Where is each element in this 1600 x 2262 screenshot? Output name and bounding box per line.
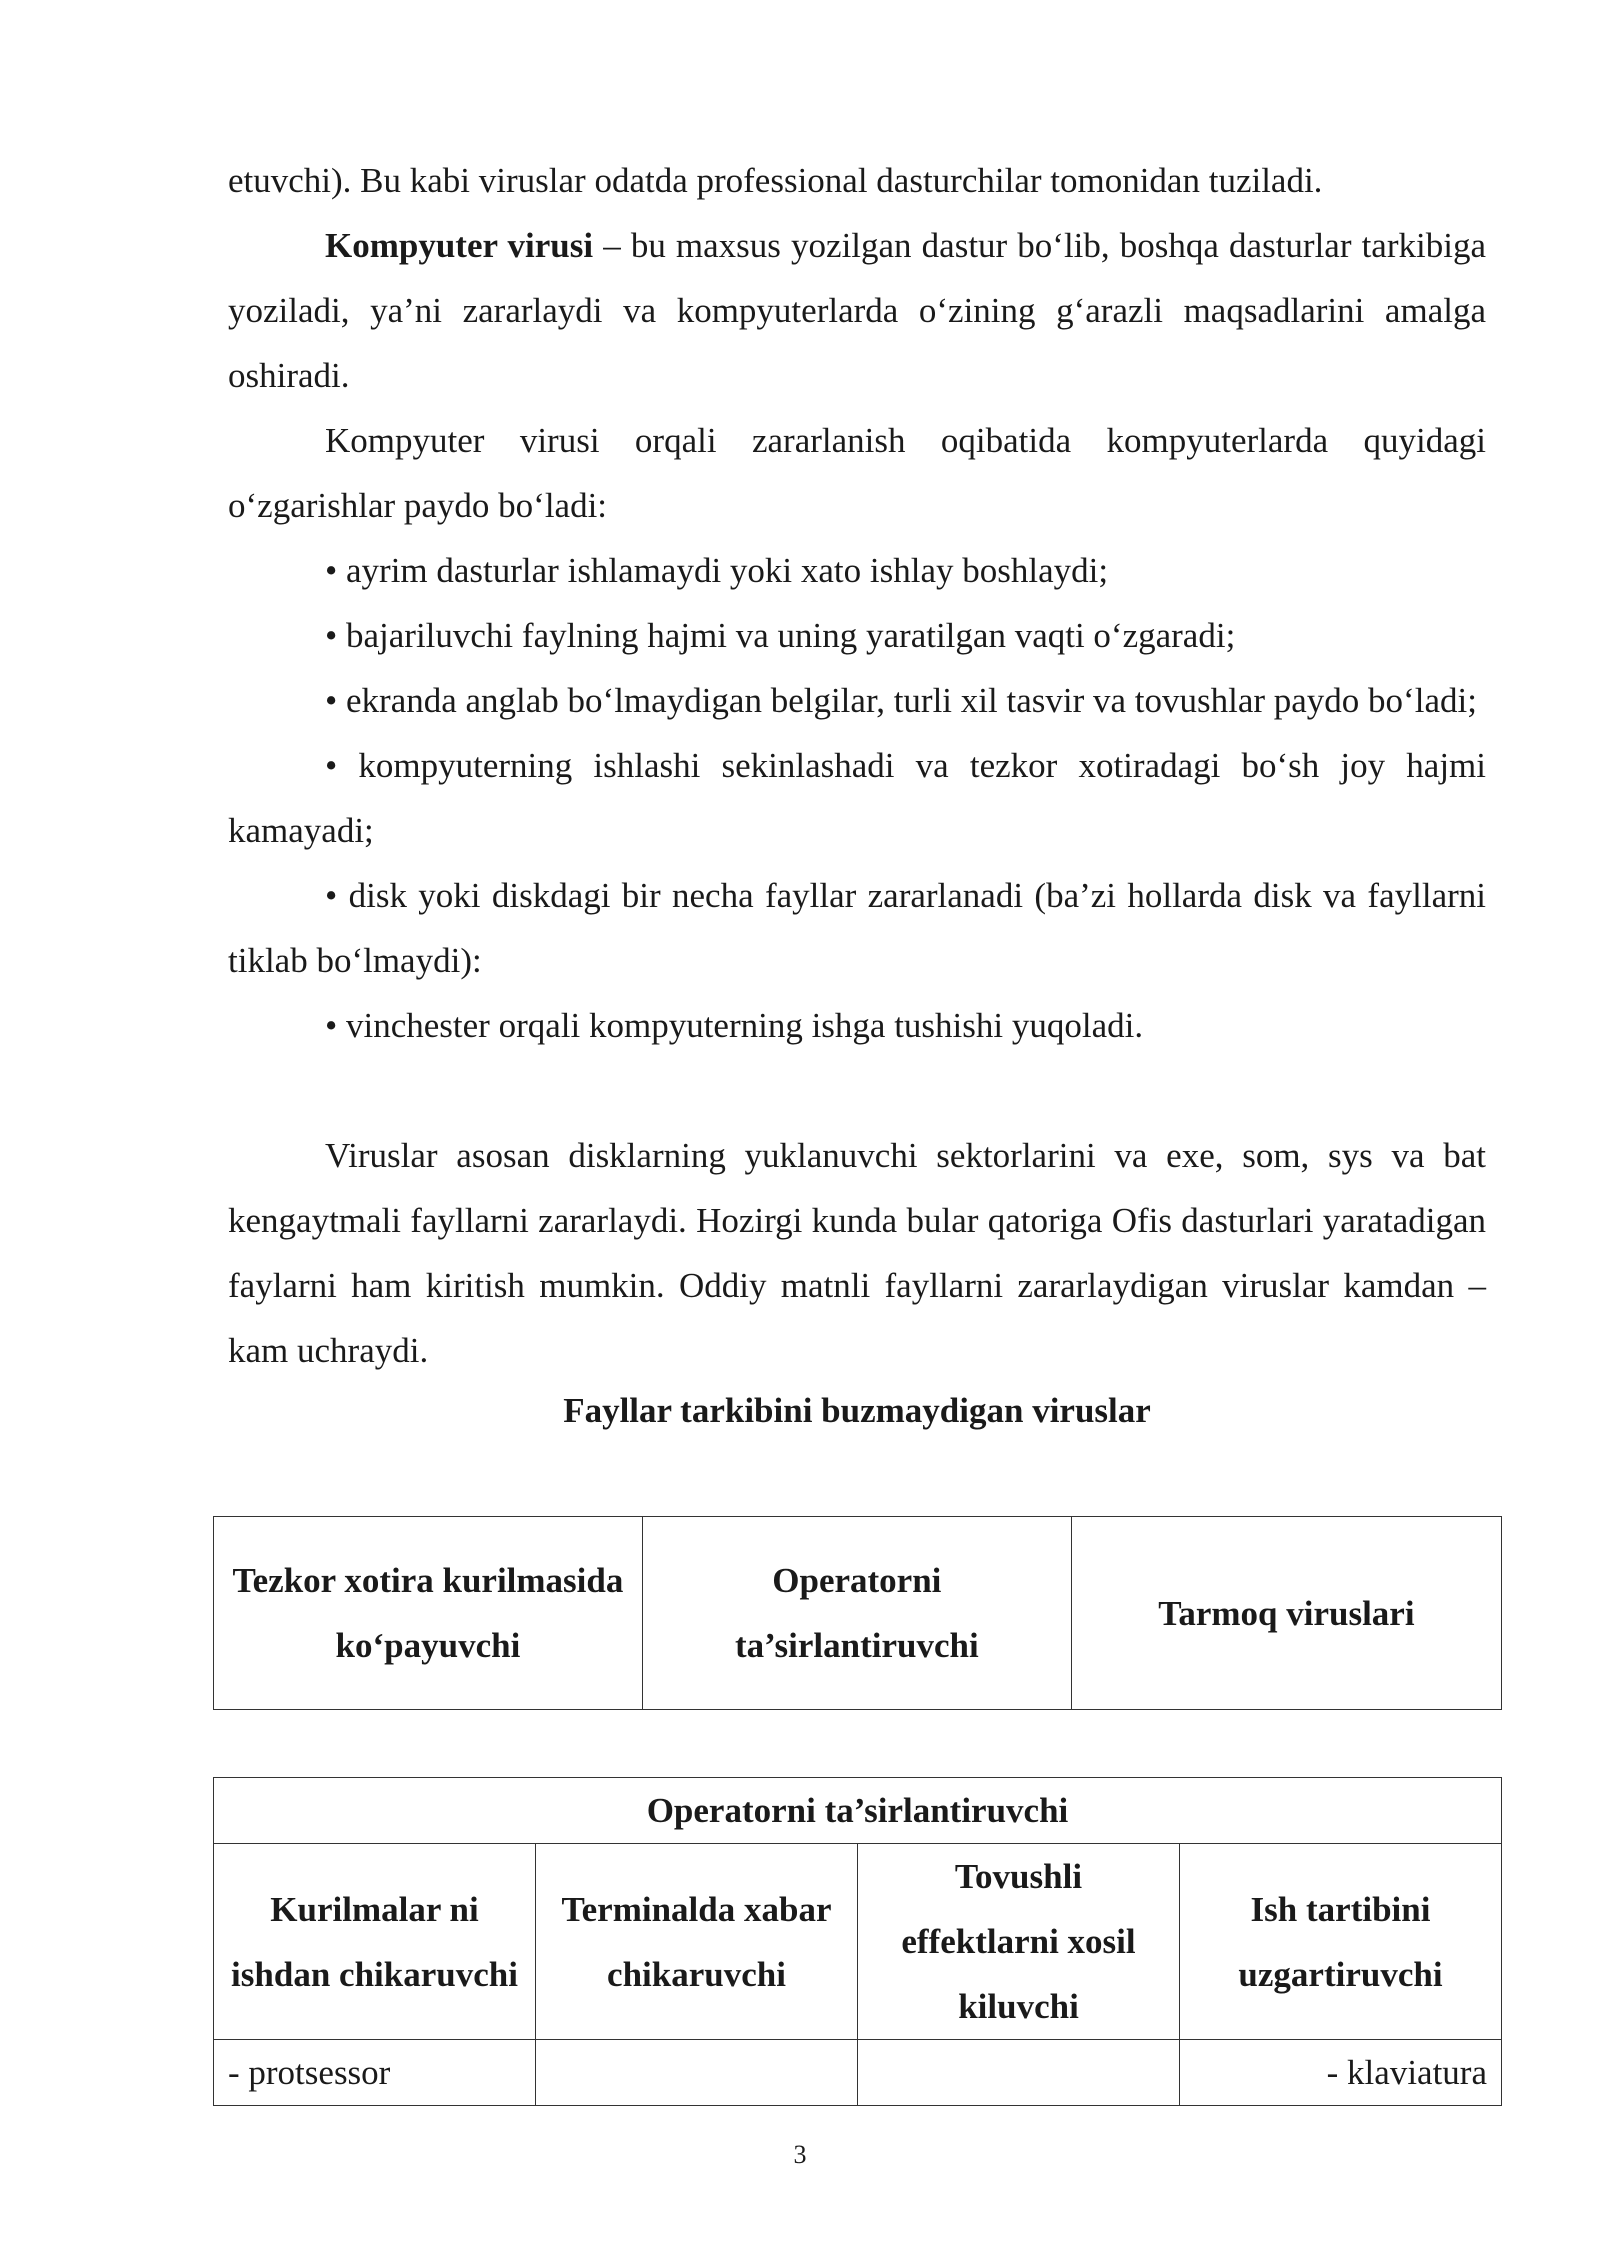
table-cell: Operatorni ta’sirlantiruvchi xyxy=(642,1517,1071,1710)
paragraph-definition xyxy=(228,213,1486,408)
table-cell: Tarmoq viruslari xyxy=(1071,1517,1501,1710)
table-cell: - klaviatura xyxy=(1180,2040,1502,2106)
bullet-item: • disk yoki diskdagi bir necha fayllar zararlanadi (ba’zi hollarda disk va fayllarni tiklab bo‘lmaydi): xyxy=(228,876,1486,980)
bullet-item: • ayrim dasturlar ishlamaydi yoki xato ishlay boshlaydi; xyxy=(325,551,1109,590)
definition-text: – bu maxsus yozilgan dastur bo‘lib, boshqa dasturlar tarkibiga yoziladi, ya’ni zararlaydi va kompyuterlarda o‘zining g‘arazli maqsadlarini amalga oshiradi. xyxy=(228,226,1486,395)
table-caption: Fayllar tarkibini buzmaydigan viruslar xyxy=(563,1391,1151,1430)
paragraph: Viruslar asosan disklarning yuklanuvchi sektorlarini va exe, som, sys va bat kengaytmali fayllarni zararlaydi. Hozirgi kunda bular qatoriga Ofis dasturlari yaratadigan faylarni ham kiritish mumkin. Oddiy matnli fayllarni zararlaydigan viruslar kamdan – kam uchraydi. xyxy=(228,1136,1486,1370)
spacer xyxy=(228,1058,1486,1123)
table-cell xyxy=(536,2040,858,2106)
table-header-cell: Operatorni ta’sirlantiruvchi xyxy=(214,1778,1502,1844)
table-cell: - protsessor xyxy=(214,2040,536,2106)
virus-types-table xyxy=(213,1516,1502,1710)
bullet-item: • kompyuterning ishlashi sekinlashadi va tezkor xotiradagi bo‘sh joy hajmi kamayadi; xyxy=(228,746,1486,850)
table-row xyxy=(214,1517,1502,1710)
term-bold: Kompyuter virusi xyxy=(325,226,594,265)
table-cell xyxy=(858,2040,1180,2106)
page-number: 3 xyxy=(793,2140,807,2169)
operator-viruses-table xyxy=(213,1777,1502,2106)
paragraph: Kompyuter virusi orqali zararlanish oqibatida kompyuterlarda quyidagi o‘zgarishlar paydo bo‘ladi: xyxy=(228,421,1486,525)
document-body xyxy=(228,148,1486,1437)
table-row xyxy=(214,1844,1502,2040)
table-cell: Ish tartibini uzgartiruvchi xyxy=(1180,1844,1502,2040)
table-row xyxy=(214,2040,1502,2106)
table-header-row xyxy=(214,1778,1502,1844)
table-cell: Kurilmalar ni ishdan chikaruvchi xyxy=(214,1844,536,2040)
table-cell: Tovushli effektlarni xosil kiluvchi xyxy=(858,1844,1180,2040)
table-cell: Tezkor xotira kurilmasida ko‘payuvchi xyxy=(214,1517,643,1710)
bullet-item: • vinchester orqali kompyuterning ishga tushishi yuqoladi. xyxy=(325,1006,1144,1045)
table-cell: Terminalda xabar chikaruvchi xyxy=(536,1844,858,2040)
bullet-item: • bajariluvchi faylning hajmi va uning yaratilgan vaqti o‘zgaradi; xyxy=(325,616,1236,655)
bullet-item: • ekranda anglab bo‘lmaydigan belgilar, turli xil tasvir va tovushlar paydo bo‘ladi; xyxy=(325,681,1477,720)
paragraph: etuvchi). Bu kabi viruslar odatda professional dasturchilar tomonidan tuziladi. xyxy=(228,161,1323,200)
